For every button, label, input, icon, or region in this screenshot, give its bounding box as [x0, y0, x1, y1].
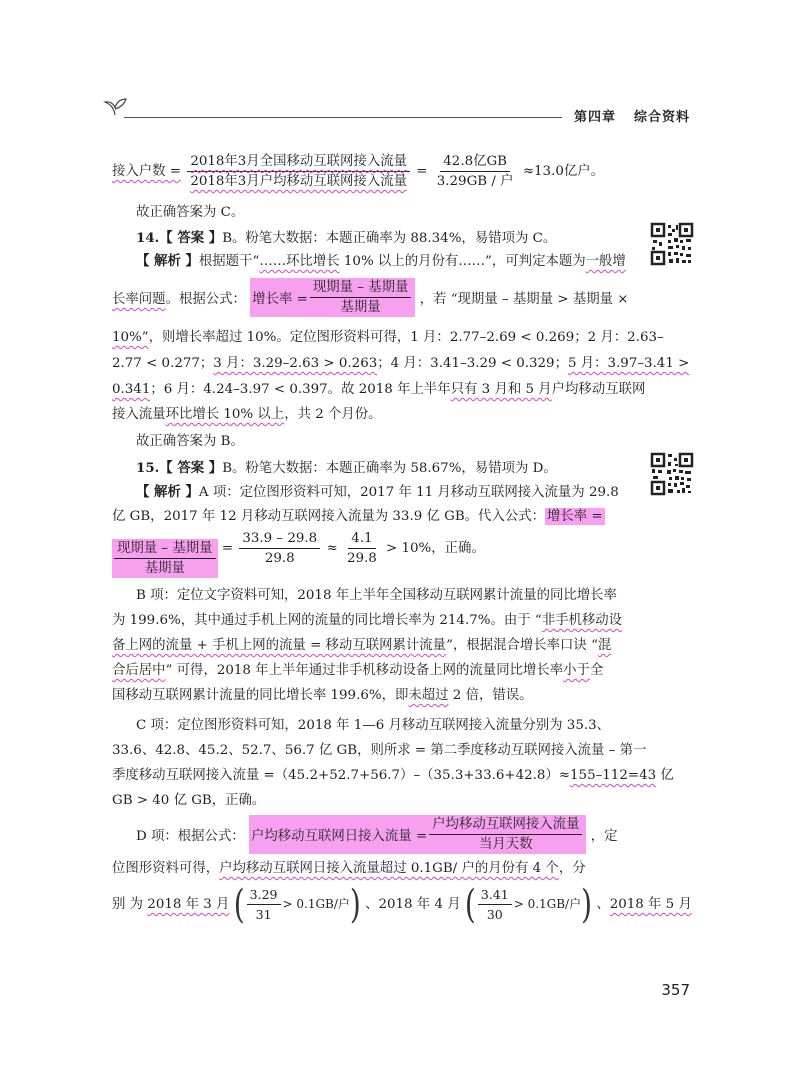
page-number: 357: [661, 981, 690, 999]
fraction: $\frac{\text{2018年3月全国移动互联网接入流量}}{\text{2018年3月户均移动互联网接入流量}}$: [187, 153, 410, 190]
q15-b-line3: 备上网的流量 + 手机上网的流量 = 移动互联网累计流量”，根据混合增长率口诀 “混: [112, 638, 612, 653]
qr-code-icon[interactable]: [650, 452, 694, 496]
highlighted-formula: 增长率 = $\frac{\text{现期量 – 基期量}}{\text{基期量}}$: [250, 278, 415, 317]
q15-b-line2: 为 199.6%，其中通过手机上网的流量的同比增长率为 214.7%。由于 “非手机移动设: [112, 613, 623, 628]
q15-d-line1: D 项：根据公式： 户均移动互联网日接入流量 = $\frac{\text{户均移动互联网接入流量}}{\text{当月天数}}$ ，定: [136, 817, 618, 852]
q14-analysis-line5: 0.341；6 月：4.24–3.97 < 0.397。故 2018 年上半年只有 3 月和 5 月户均移动互联网: [112, 382, 646, 397]
formula-result: ≈13.0亿户。: [522, 164, 605, 179]
q15-a-line3: $\frac{\text{现期量 – 基期量}}{\text{基期量}}$ = $\frac{33.9 - 29.8}{29.8}$ ≈ $\frac{4.1}{29.8}$ > 10%，正确。: [112, 530, 485, 578]
q15-c-line3: 季度移动互联网接入流量 =（45.2+52.7+56.7）–（35.3+33.6+42.8）≈155–112=43 亿: [112, 768, 674, 783]
fraction: $\frac{\text{42.8亿GB}}{\text{3.29GB / 户}}$: [436, 154, 514, 189]
highlighted-fraction: $\frac{\text{现期量 – 基期量}}{\text{基期量}}$: [112, 539, 218, 578]
q15-d-line3: 别 为 2018 年 3 月 ( $\frac{3.29}{31}$ > 0.1GB/户) 、2018 年 4 月 ( $\frac{3.41}{30}$ > 0.1GB/户) 、2018 年 5 月: [112, 880, 692, 927]
q14-analysis-line2: 长率问题。根据公式： 增长率 = $\frac{\text{现期量 – 基期量}}{\text{基期量}}$ ，若 “现期量 – 基期量 > 基期量 ×: [112, 280, 629, 315]
running-header: [574, 106, 690, 125]
q15-c-line2: 33.6、42.8、45.2、52.7、56.7 亿 GB，则所求 = 第二季度移动互联网接入流量 – 第一: [112, 743, 647, 758]
q14-answer: 14.【 答案 】B。粉笔大数据：本题正确率为 88.34%，易错项为 C。: [136, 230, 557, 246]
q14-analysis-line1: 【 解析 】根据题干“……环比增长 10% 以上的月份有……”，可判定本题为一般增: [136, 253, 626, 269]
q15-d-line2: 位图形资料可得，户均移动互联网日接入流量超过 0.1GB/ 户的月份有 4 个，分: [112, 861, 586, 876]
q14-analysis-line4: 2.77 < 0.277；3 月：3.29–2.63 > 0.263；4 月：3.41–3.29 < 0.329；5 月：3.97–3.41 >: [112, 356, 690, 371]
q14-analysis-line6: 接入流量环比增长 10% 以上，共 2 个月份。: [112, 407, 382, 422]
q15-b-line5: 国移动互联网累计流量的同比增长率 199.6%，即未超过 2 倍，错误。: [112, 688, 533, 703]
q15-c-line4: GB > 40 亿 GB，正确。: [112, 793, 266, 808]
highlighted-formula: 户均移动互联网日接入流量 = $\frac{\text{户均移动互联网接入流量}}{\text{当月天数}}$: [249, 815, 586, 854]
q14-final-answer: 故正确答案为 B。: [136, 434, 244, 449]
q15-a-line2: 亿 GB，2017 年 12 月移动互联网接入流量为 33.9 亿 GB。代入公式： 增长率 =: [112, 509, 603, 524]
formula-lhs: 接入户数 =: [112, 164, 182, 179]
formula-households: 接入户数 = $\frac{\text{2018年3月全国移动互联网接入流量}}{\text{2018年3月户均移动互联网接入流量}}$ = $\frac{\text{42.8亿GB}}{\text{3.29GB / 户}}$ ≈13.0亿户。: [112, 154, 605, 189]
section-label: 综合资料: [633, 110, 690, 125]
q15-answer: 15.【 答案 】B。粉笔大数据：本题正确率为 58.67%，易错项为 D。: [136, 460, 557, 476]
q15-b-line4: 合后居中” 可得，2018 年上半年通过非手机移动设备上网的流量同比增长率小于全: [112, 663, 604, 678]
sprout-icon: [102, 96, 128, 116]
q15-c-line1: C 项：定位图形资料可知，2018 年 1—6 月移动互联网接入流量分别为 35.3、: [136, 718, 611, 733]
q15-b-line1: B 项：定位文字资料可知，2018 年上半年全国移动互联网累计流量的同比增长率: [136, 588, 617, 603]
answer-line: 故正确答案为 C。: [136, 205, 245, 220]
chapter-label: 第四章: [573, 110, 616, 125]
qr-code-icon[interactable]: [650, 222, 694, 266]
q15-a-line1: 【 解析 】A 项：定位图形资料可知，2017 年 11 月移动互联网接入流量为 29.8: [136, 484, 619, 500]
q14-analysis-line3: 10%”，则增长率超过 10%。定位图形资料可得，1 月：2.77–2.69 < 0.269；2 月：2.63–: [112, 330, 664, 345]
header-rule: [124, 117, 562, 118]
